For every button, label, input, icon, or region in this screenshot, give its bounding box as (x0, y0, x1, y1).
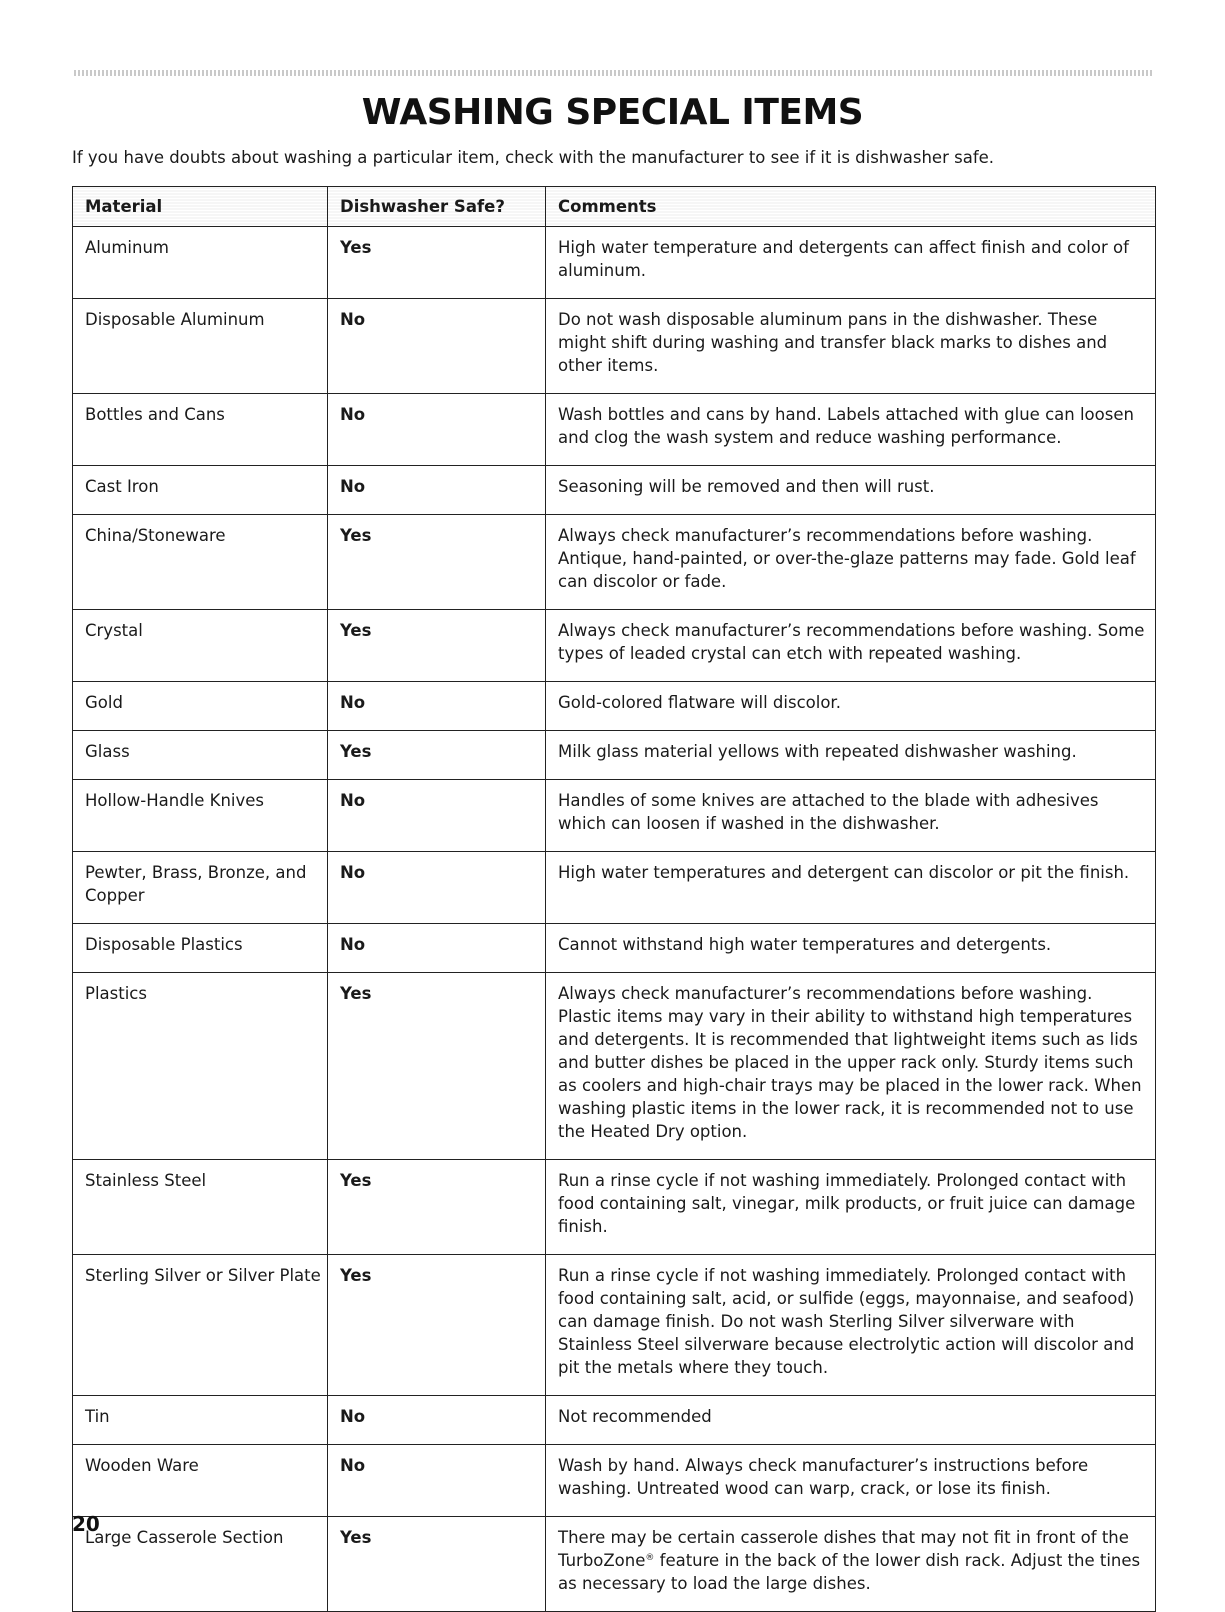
table-row (73, 973, 1156, 1160)
comment-cell: Run a rinse cycle if not washing immediately. Prolonged contact with food containing salt, vinegar, milk products, or fruit juice can damage finish. (546, 1160, 1156, 1255)
comment-cell: Cannot withstand high water temperatures and detergents. (546, 924, 1156, 973)
material-cell: Gold (73, 682, 328, 731)
column-header-dishwasher-safe: Dishwasher Safe? (328, 187, 546, 227)
material-cell: China/Stoneware (73, 515, 328, 610)
dishwasher-safe-cell: No (328, 780, 546, 852)
material-cell: Disposable Plastics (73, 924, 328, 973)
registered-mark: ® (645, 1553, 655, 1563)
comment-cell: Milk glass material yellows with repeated dishwasher washing. (546, 731, 1156, 780)
comment-cell: Always check manufacturer’s recommendations before washing. Antique, hand-painted, or over-the-glaze patterns may fade. Gold leaf can discolor or fade. (546, 515, 1156, 610)
table-row (73, 924, 1156, 973)
material-cell: Glass (73, 731, 328, 780)
table-row (73, 1396, 1156, 1445)
dishwasher-safe-cell: Yes (328, 1517, 546, 1612)
table-row (73, 1445, 1156, 1517)
intro-text: If you have doubts about washing a particular item, check with the manufacturer to see if it is dishwasher safe. (72, 148, 995, 167)
comment-cell: Wash bottles and cans by hand. Labels attached with glue can loosen and clog the wash system and reduce washing performance. (546, 394, 1156, 466)
comment-cell: Gold-colored flatware will discolor. (546, 682, 1156, 731)
table-row (73, 682, 1156, 731)
material-cell: Crystal (73, 610, 328, 682)
comment-cell: Run a rinse cycle if not washing immediately. Prolonged contact with food containing salt, acid, or sulfide (eggs, mayonnaise, and seafood) can damage finish. Do not wash Sterling Silver silverware with Stainless Steel silverware because electrolytic action will discolor and pit the metals where they touch. (546, 1255, 1156, 1396)
table-row (73, 299, 1156, 394)
material-cell: Pewter, Brass, Bronze, and Copper (73, 852, 328, 924)
table-row (73, 515, 1156, 610)
table-row (73, 227, 1156, 299)
table-body (73, 227, 1156, 1612)
comment-text: feature in the back of the lower dish rack. Adjust the tines as necessary to load the large dishes. (558, 1551, 1141, 1593)
comment-cell: Always check manufacturer’s recommendations before washing. Some types of leaded crystal can etch with repeated washing. (546, 610, 1156, 682)
header-row (73, 187, 1156, 227)
material-cell: Cast Iron (73, 466, 328, 515)
dishwasher-safe-cell: Yes (328, 227, 546, 299)
dishwasher-safe-cell: Yes (328, 515, 546, 610)
table-row (73, 731, 1156, 780)
material-cell: Plastics (73, 973, 328, 1160)
dishwasher-safe-cell: No (328, 924, 546, 973)
comment-text: There may be certain casserole dishes that may not fit in front of the TurboZone (558, 1528, 1129, 1570)
comment-cell (546, 1517, 1156, 1612)
comment-cell: High water temperatures and detergent can discolor or pit the finish. (546, 852, 1156, 924)
material-cell: Wooden Ware (73, 1445, 328, 1517)
table-row (73, 394, 1156, 466)
dishwasher-safe-cell: No (328, 299, 546, 394)
comment-cell: High water temperature and detergents can affect finish and color of aluminum. (546, 227, 1156, 299)
table-row (73, 466, 1156, 515)
dishwasher-safe-cell: Yes (328, 973, 546, 1160)
dishwasher-safe-cell: Yes (328, 731, 546, 780)
comment-cell: Handles of some knives are attached to the blade with adhesives which can loosen if washed in the dishwasher. (546, 780, 1156, 852)
comment-cell: Do not wash disposable aluminum pans in the dishwasher. These might shift during washing and transfer black marks to dishes and other items. (546, 299, 1156, 394)
material-cell: Large Casserole Section (73, 1517, 328, 1612)
material-cell: Hollow-Handle Knives (73, 780, 328, 852)
table-row (73, 1160, 1156, 1255)
comment-cell: Not recommended (546, 1396, 1156, 1445)
dishwasher-safe-cell: Yes (328, 1160, 546, 1255)
material-cell: Stainless Steel (73, 1160, 328, 1255)
dishwasher-safe-cell: Yes (328, 610, 546, 682)
dishwasher-safe-cell: Yes (328, 1255, 546, 1396)
table-row (73, 852, 1156, 924)
dishwasher-safe-cell: No (328, 1396, 546, 1445)
page-number: 20 (72, 1512, 100, 1536)
table-row (73, 610, 1156, 682)
dishwasher-safe-cell: No (328, 682, 546, 731)
table-row (73, 1255, 1156, 1396)
comment-cell: Seasoning will be removed and then will rust. (546, 466, 1156, 515)
header-rule (74, 70, 1154, 76)
column-header-material: Material (73, 187, 328, 227)
special-items-table (72, 186, 1156, 1612)
dishwasher-safe-cell: No (328, 852, 546, 924)
dishwasher-safe-cell: No (328, 1445, 546, 1517)
material-cell: Aluminum (73, 227, 328, 299)
comment-cell: Wash by hand. Always check manufacturer’s instructions before washing. Untreated wood can warp, crack, or lose its finish. (546, 1445, 1156, 1517)
table-row (73, 1517, 1156, 1612)
material-cell: Disposable Aluminum (73, 299, 328, 394)
dishwasher-safe-cell: No (328, 466, 546, 515)
comment-cell: Always check manufacturer’s recommendations before washing. Plastic items may vary in their ability to withstand high temperatures and detergents. It is recommended that lightweight items such as lids and butter dishes be placed in the upper rack only. Sturdy items such as coolers and high-chair trays may be placed in the lower rack. When washing plastic items in the lower rack, it is recommended not to use the Heated Dry option. (546, 973, 1156, 1160)
material-cell: Tin (73, 1396, 328, 1445)
column-header-comments: Comments (546, 187, 1156, 227)
page-title: WASHING SPECIAL ITEMS (361, 92, 864, 133)
table-header (73, 187, 1156, 227)
dishwasher-safe-cell: No (328, 394, 546, 466)
material-cell: Sterling Silver or Silver Plate (73, 1255, 328, 1396)
material-cell: Bottles and Cans (73, 394, 328, 466)
table-row (73, 780, 1156, 852)
